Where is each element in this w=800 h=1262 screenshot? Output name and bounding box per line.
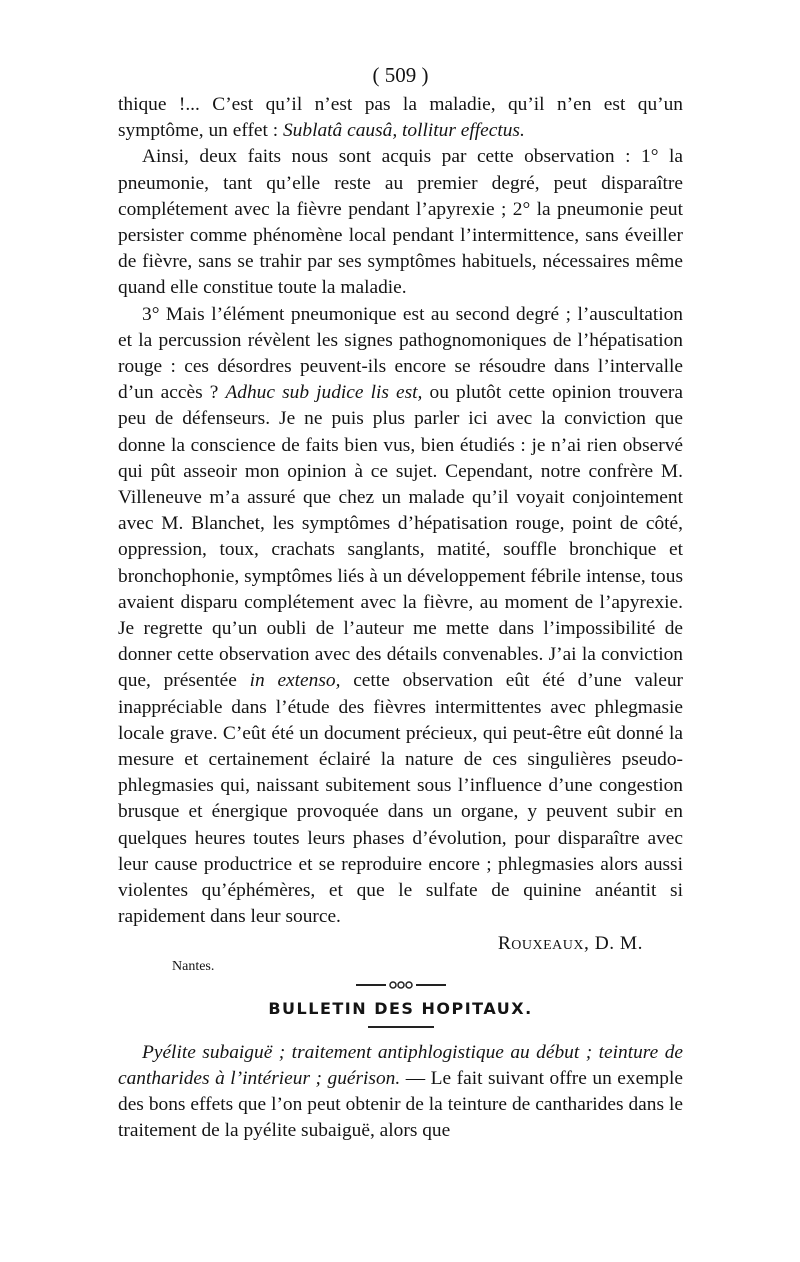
author-name: Rouxeaux	[497, 932, 585, 954]
paragraph-2: Ainsi, deux faits nous sont acquis par cette observation : 1° la pneumonie, tant qu’elle reste au premier degré, peut disparaître complétement avec la fièvre pendant l’apyrexie ; 2° la pneumonie peut persister comme phénomène local pendant l’intermittence, sans éveiller de fièvre, sans se trahir par ses symptômes habituels, nécessaires même quand elle constitue toute la maladie.	[118, 146, 683, 299]
paragraph-3-text-c: cette observation eût été d’une valeur inappréciable dans l’étude des fièvres intermittentes avec phlegmasie locale grave. C’eût été un document précieux, qui peut-être eût donné la mesure et certainement éclairé la nature de ces singulières pseudo-phlegmasies qui, naissant subitement sous l’influence d’une congestion brusque et énergique provoquée dans un organe, y peuvent subir en quelques heures toutes leurs phases d’évolution, pour disparaître avec leur cause productrice et se reproduire encore ; phlegmasies alors aussi violentes qu’éphémères, et que le sulfate de quinine anéantit si rapidement dans leur source.	[118, 670, 683, 928]
section-title: BULLETIN DES HOPITAUX.	[268, 998, 533, 1018]
page-number: ( 509 )	[372, 63, 429, 87]
latin-quote: Sublatâ causâ, tollitur effectus.	[282, 120, 525, 142]
paragraph-3-text-b: ou plutôt cette opinion trouvera peu de défenseurs. Je ne puis plus parler ici avec la conviction que donne la conscience de faits bien vus, bien étudiés : je n’ai rien observé qui pût asseoir mon opinion à ce sujet. Cependant, notre confrère M. Villeneuve m’a assuré que chez un malade qu’il voyait conjointement avec M. Blanchet, les symptômes d’hépatisation rouge, point de côté, oppression, toux, crachats sanglants, matité, souffle bronchique et bronchophonie, symptômes liés à un développement fébrile intense, tous avaient disparu complétement avec la fièvre, au moment de l’apyrexie. Je regrette qu’un oubli de l’auteur me mette dans l’impossibilité de donner cette observation avec des détails convenables. J’ai la conviction que, présentée	[118, 382, 683, 692]
latin-phrase-2: in extenso,	[249, 670, 341, 692]
author-signature	[118, 931, 683, 957]
paragraph-3	[118, 302, 683, 931]
place-name: Nantes.	[172, 958, 215, 974]
paragraph-1-text: thique !... C’est qu’il n’est pas la maladie, qu’il n’en est qu’un symptôme, un effet :	[118, 94, 683, 142]
article-text: — Le fait suivant offre un exemple des bons effets que l’on peut obtenir de la teinture de cantharides dans le traitement de la pyélite subaiguë, alors que	[118, 1067, 683, 1142]
paragraph-1	[118, 92, 683, 144]
article-paragraph	[118, 1040, 683, 1145]
article-title: Pyélite subaiguë ; traitement antiphlogistique au début ; teinture de cantharides à l’intérieur ; guérison.	[118, 1041, 683, 1089]
paragraph-3-text-a: 3° Mais l’élément pneumonique est au second degré ; l’auscultation et la percussion révèlent les signes pathognomoniques de l’hépatisation rouge : ces désordres peuvent-ils encore se résoudre dans l’intervalle d’un accès ?	[118, 303, 683, 404]
latin-phrase: Adhuc sub judice lis est,	[225, 382, 423, 404]
page	[118, 62, 683, 1144]
ornament-divider	[118, 979, 683, 993]
title-rule	[368, 1026, 434, 1028]
author-suffix: , D. M.	[584, 932, 643, 954]
